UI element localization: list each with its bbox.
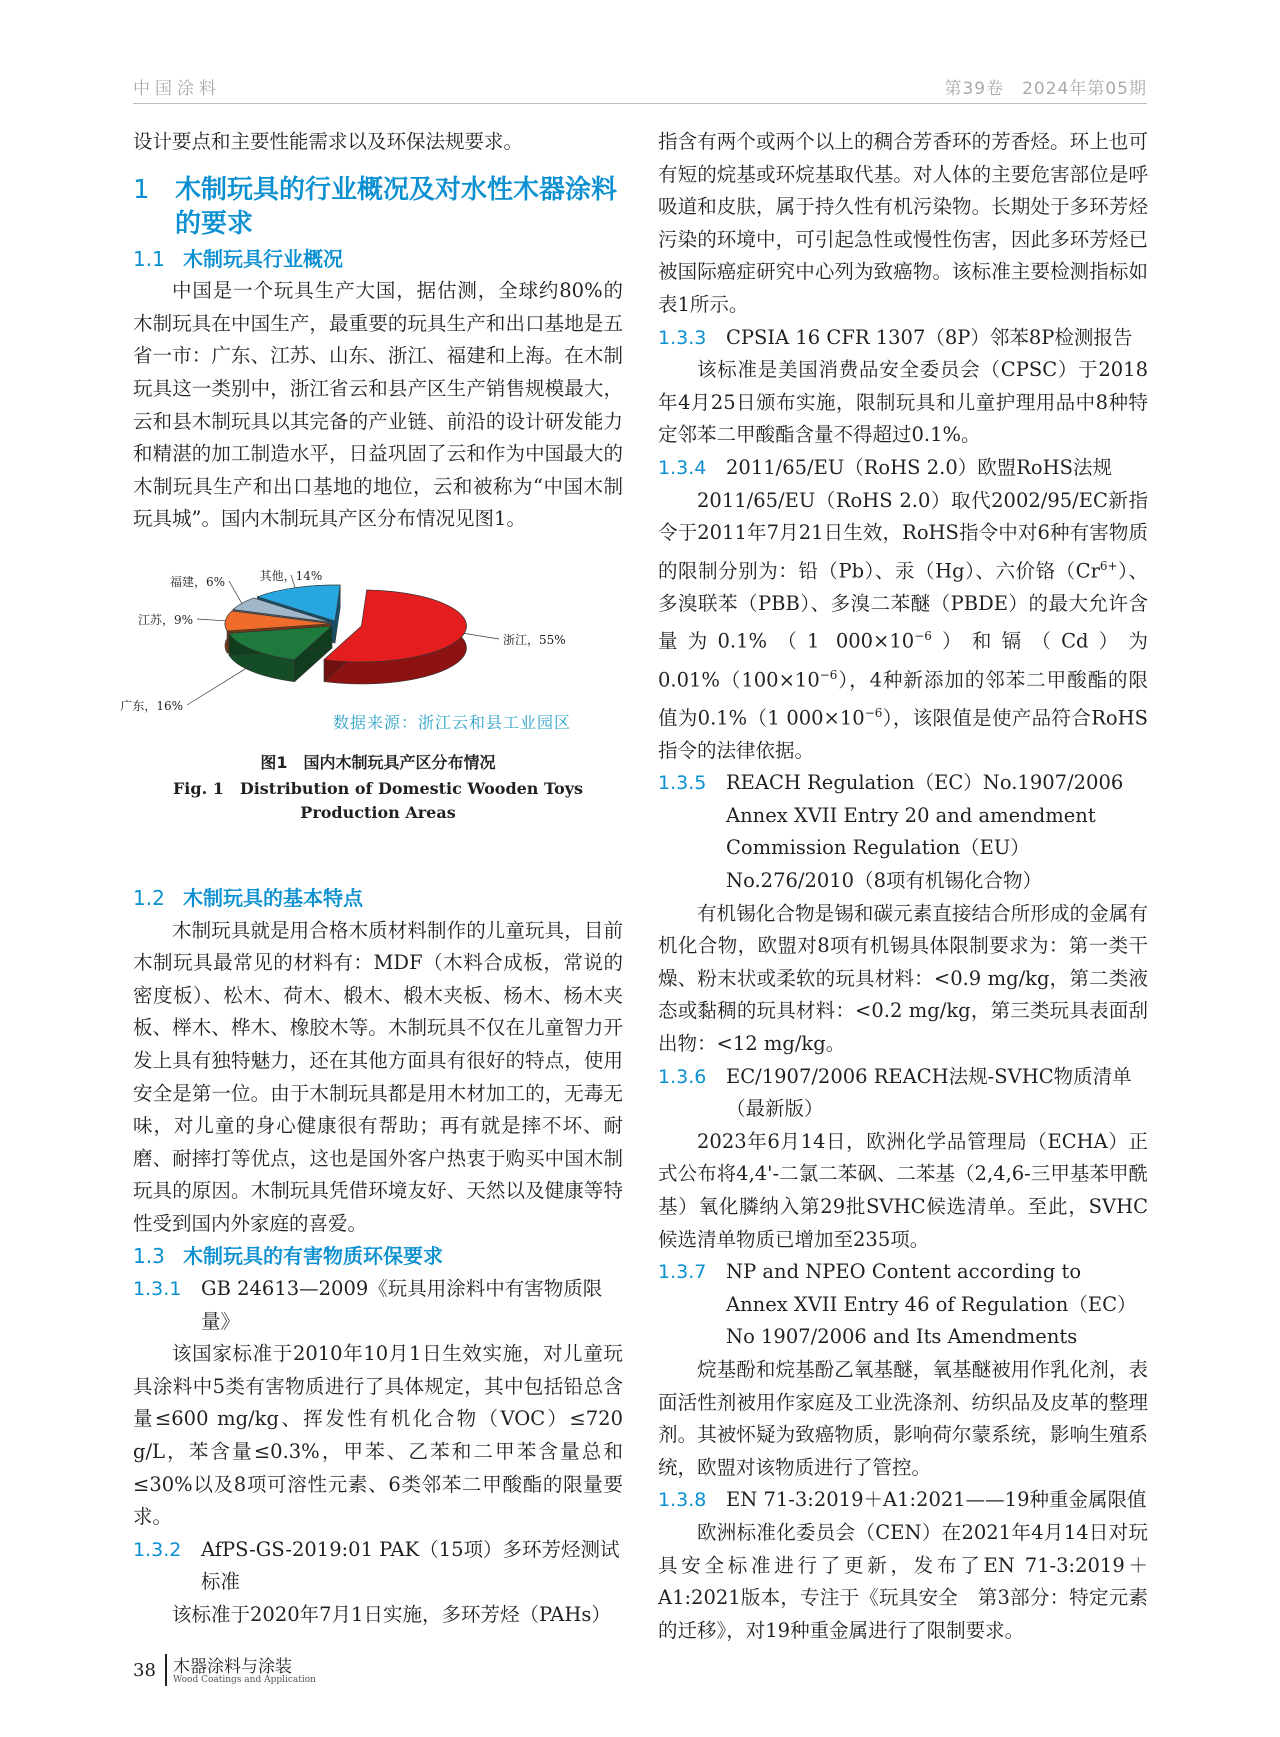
paragraph: 指含有两个或两个以上的稠合芳香环的芳香烃。环上也可有短的烷基或环烷基取代基。对人体的主要危害部位是呼吸道和皮肤，属于持久性有机污染物。长期处于多环芳烃污染的环境中，可引起急性或慢性伤害，因此多环芳烃已被国际癌症研究中心列为致癌物。该标准主要检测指标如表1所示。 bbox=[658, 130, 1148, 316]
section-heading-1-3-5 bbox=[658, 767, 1148, 897]
section-number: 1.1 bbox=[133, 246, 165, 271]
section-heading-1-3-1 bbox=[133, 1273, 623, 1338]
left-column bbox=[120, 126, 623, 1632]
section-number: 1.3.5 bbox=[658, 772, 707, 795]
leader-line bbox=[187, 665, 252, 705]
journal-name: 中国涂料 bbox=[133, 79, 221, 99]
section-title: AfPS-GS-2019:01 PAK（15项）多环芳烃测试标准 bbox=[201, 1537, 620, 1594]
section-heading-1-3-6 bbox=[658, 1061, 1148, 1126]
text-run: ）、多溴联苯（PBB）、多溴二苯醚（PBDE）的最大允许含量为0.1%（1 000×10 bbox=[658, 559, 1148, 653]
paragraph: 烷基酚和烷基酚乙氧基醚，氧基醚被用作乳化剂，表面活性剂被用作家庭及工业洗涤剂、纺织品及皮革的整理剂。其被怀疑为致癌物质，影响荷尔蒙系统，影响生殖系统，欧盟对该物质进行了管控。 bbox=[658, 1357, 1148, 1479]
section-heading-1-3-4 bbox=[658, 452, 1148, 485]
section-title: 木制玩具行业概况 bbox=[183, 246, 343, 271]
paragraph: 欧洲标准化委员会（CEN）在2021年4月14日对玩具安全标准进行了更新，发布了EN 71-3:2019＋A1:2021版本，专注于《玩具安全 第3部分：特定元素的迁移》，对19种重金属进行了限制要求。 bbox=[658, 1520, 1148, 1642]
section-heading-1-3-7 bbox=[658, 1256, 1148, 1354]
slice-label: 江苏，9% bbox=[137, 612, 193, 627]
section-title: EC/1907/2006 REACH法规-SVHC物质清单（最新版） bbox=[726, 1064, 1132, 1121]
section-number: 1.3.8 bbox=[658, 1489, 707, 1512]
superscript: −6 bbox=[819, 667, 838, 682]
paragraph: 2023年6月14日，欧洲化学品管理局（ECHA）正式公布将4,4'-二氯二苯砜、二苯基（2,4,6-三甲基苯甲酰基）氧化膦纳入第29批SVHC候选清单。至此，SVHC候选清单物质已增加至235项。 bbox=[658, 1129, 1148, 1251]
paragraph: 有机锡化合物是锡和碳元素直接结合所形成的金属有机化合物，欧盟对8项有机锡具体限制要求为：第一类干燥、粉末状或柔软的玩具材料：<0.9 mg/kg，第二类液态或黏稠的玩具材料：<0.2 mg/kg，第三类玩具表面刮出物：<12 mg/kg。 bbox=[658, 901, 1148, 1056]
journal-title-cn: 木器涂料与涂装 bbox=[173, 1657, 292, 1677]
section-heading-1-3-8 bbox=[658, 1484, 1148, 1517]
issue-info: 第39卷 2024年第05期 bbox=[944, 79, 1147, 99]
section-heading-1-3-3 bbox=[658, 322, 1148, 355]
journal-title-en: Wood Coatings and Application bbox=[173, 1675, 316, 1685]
figure-caption-en: Fig. 1 Distribution of Domestic Wooden Toys Production Areas bbox=[172, 778, 584, 822]
superscript: −6 bbox=[864, 705, 883, 720]
right-column bbox=[658, 126, 1148, 1647]
section-number: 1.3.6 bbox=[658, 1065, 707, 1088]
footer-divider bbox=[165, 1654, 167, 1686]
section-title: CPSIA 16 CFR 1307（8P）邻苯8P检测报告 bbox=[726, 325, 1133, 349]
slice-label: 浙江，55% bbox=[503, 632, 566, 647]
leader-line bbox=[464, 633, 499, 639]
paragraph: 该标准是美国消费品安全委员会（CPSC）于2018年4月25日颁布实施，限制玩具和儿童护理用品中8种特定邻苯二甲酸酯含量不得超过0.1%。 bbox=[658, 358, 1148, 447]
slice-label: 其他，14% bbox=[259, 568, 323, 583]
section-heading-1-3-2 bbox=[133, 1534, 623, 1599]
slice-label: 广东，16% bbox=[120, 698, 183, 713]
paragraph bbox=[658, 485, 1148, 768]
figure-source: 数据来源：浙江云和县工业园区 bbox=[333, 712, 572, 732]
text-run: ），4种新添加的邻苯二甲酸酯的限值为0.1%（1 000×10 bbox=[658, 668, 1148, 730]
superscript: 6+ bbox=[1099, 558, 1118, 573]
section-title: 木制玩具的行业概况及对水性木器涂料的要求 bbox=[175, 174, 618, 239]
section-number: 1.3.1 bbox=[133, 1278, 182, 1301]
section-title: GB 24613—2009《玩具用涂料中有害物质限量》 bbox=[201, 1277, 603, 1333]
section-title: 木制玩具的基本特点 bbox=[183, 885, 363, 910]
section-number: 1.3.4 bbox=[658, 456, 707, 479]
leader-line bbox=[229, 581, 242, 603]
section-number: 1.2 bbox=[133, 885, 165, 910]
slice-label: 福建，6% bbox=[169, 574, 225, 589]
section-title: NP and NPEO Content according to Annex XVII Entry 46 of Regulation（EC）No 1907/2006 and Its Amendments bbox=[726, 1260, 1137, 1349]
section-number: 1 bbox=[133, 174, 150, 205]
section-title: REACH Regulation（EC）No.1907/2006 Annex XVII Entry 20 and amendment Commission Regulation（EU） No.276/2010（8项有机锡化合物） bbox=[726, 771, 1124, 893]
leader-line bbox=[197, 619, 225, 621]
pie-slice-0 bbox=[324, 590, 466, 684]
section-number: 1.3.2 bbox=[133, 1538, 182, 1561]
paragraph: 该国家标准于2010年10月1日生效实施，对儿童玩具涂料中5类有害物质进行了具体规定，其中包括铅总含量≤600 mg/kg、挥发性有机化合物（VOC）≤720 g/L，苯含量≤0.3%，甲苯、乙苯和二甲苯含量总和≤30%以及8项可溶性元素、6类邻苯二甲酸酯的限量要求。 bbox=[133, 1342, 623, 1529]
section-number: 1.3 bbox=[133, 1244, 165, 1269]
superscript: −6 bbox=[914, 629, 932, 644]
text-run: 2011/65/EU（RoHS 2.0）取代2002/95/EC新指令于2011年7月21日生效，RoHS指令中对6种有害物质的限制分别为：铅（Pb）、汞（Hg）、六价铬（Cr bbox=[658, 488, 1148, 583]
paragraph: 该标准于2020年7月1日实施，多环芳烃（PAHs） bbox=[172, 1603, 611, 1626]
figure-caption-cn: 图1 国内木制玩具产区分布情况 bbox=[260, 752, 496, 772]
text-run: ）和镉（Cd）为0.01%（100×10 bbox=[658, 629, 1148, 691]
figure-1 bbox=[120, 546, 623, 876]
section-title: EN 71-3:2019＋A1:2021——19种重金属限值 bbox=[726, 1488, 1147, 1512]
pie-chart bbox=[120, 546, 623, 736]
section-title: 木制玩具的有害物质环保要求 bbox=[183, 1244, 443, 1269]
section-number: 1.3.7 bbox=[658, 1261, 707, 1284]
paragraph: 木制玩具就是用合格木质材料制作的儿童玩具，目前木制玩具最常见的材料有：MDF（木料合成板，常说的密度板）、松木、荷木、椴木、椴木夹板、杨木、杨木夹板、榉木、桦木、橡胶木等。木制玩具不仅在儿童智力开发上具有独特魅力，还在其他方面具有很好的特点，使用安全是第一位。由于木制玩具都是用木材加工的，无毒无味，对儿童的身心健康很有帮助；再有就是摔不坏、耐磨、耐摔打等优点，这也是国外客户热衷于购买中国木制玩具的原因。木制玩具凭借环境友好、天然以及健康等特性受到国内外家庭的喜爱。 bbox=[133, 918, 623, 1235]
text-run: ），该限值是使产品符合RoHS指令的法律依据。 bbox=[658, 706, 1148, 762]
section-title: 2011/65/EU（RoHS 2.0）欧盟RoHS法规 bbox=[726, 455, 1113, 479]
pie-slice-1 bbox=[229, 626, 332, 682]
header-rule bbox=[133, 103, 1147, 104]
paragraph: 中国是一个玩具生产大国，据估测，全球约80%的木制玩具在中国生产，最重要的玩具生产和出口基地是五省一市：广东、江苏、山东、浙江、福建和上海。在木制玩具这一类别中，浙江省云和县产区生产销售规模最大，云和县木制玩具以其完备的产业链、前沿的设计研发能力和精湛的加工制造水平，日益巩固了云和作为中国最大的木制玩具生产和出口基地的地位，云和被称为“中国木制玩具城”。国内木制玩具产区分布情况见图1。 bbox=[133, 279, 623, 531]
page-number: 38 bbox=[133, 1660, 156, 1681]
section-heading-1-2 bbox=[133, 882, 623, 915]
section-number: 1.3.3 bbox=[658, 326, 707, 349]
section-heading-1-1 bbox=[133, 243, 623, 276]
section-heading-1-3 bbox=[133, 1240, 623, 1273]
paragraph: 设计要点和主要性能需求以及环保法规要求。 bbox=[133, 130, 524, 153]
section-heading-1 bbox=[133, 173, 623, 241]
